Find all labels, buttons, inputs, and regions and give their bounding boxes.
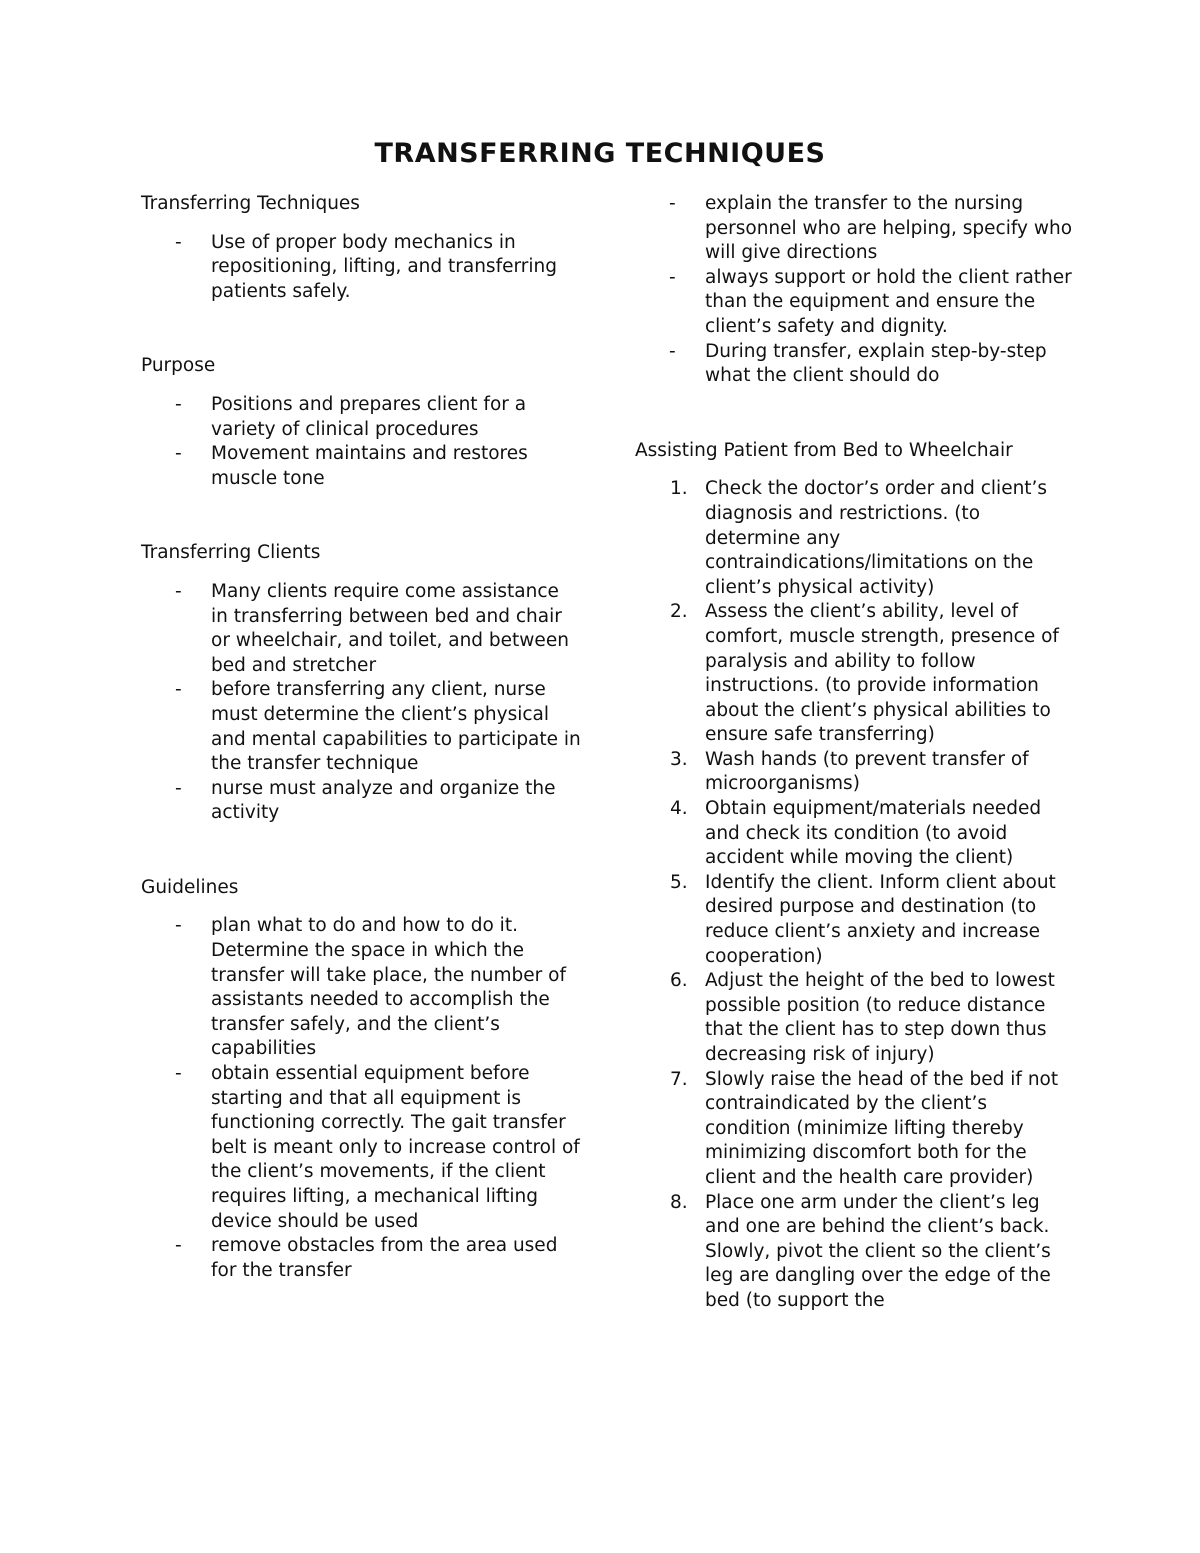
list-item <box>635 192 1075 266</box>
list-item-text: explain the transfer to the nursing personnel who are helping, specify who will give directions <box>705 193 1073 264</box>
step-item <box>635 969 1075 1067</box>
step-item <box>635 477 1075 600</box>
dash-marker: - <box>669 340 676 362</box>
list-item <box>141 442 581 491</box>
step-number: 1. <box>670 478 688 500</box>
section-heading-transferring-clients: Transferring Clients <box>141 542 321 564</box>
section-heading-guidelines: Guidelines <box>141 876 239 898</box>
step-item <box>635 748 1075 797</box>
list-item <box>141 393 581 442</box>
list-item <box>141 777 581 826</box>
dash-marker: - <box>175 231 182 253</box>
step-item <box>635 871 1075 969</box>
step-item <box>635 1191 1075 1314</box>
step-text: Identify the client. Inform client about desired purpose and destination (to reduce client’s anxiety and increase cooperation) <box>705 871 1056 967</box>
step-text: Adjust the height of the bed to lowest possible position (to reduce distance that the client has to step down thus decreasing risk of injury) <box>705 970 1055 1065</box>
list-item <box>141 580 581 678</box>
dash-marker: - <box>175 915 182 937</box>
step-number: 7. <box>670 1068 688 1090</box>
dash-marker: - <box>175 580 182 602</box>
list-item-text: plan what to do and how to do it. Determine the space in which the transfer will take place, the number of assistants needed to accomplish the transfer safely, and the client’s capabilities <box>211 915 566 1060</box>
step-text: Obtain equipment/materials needed and check its condition (to avoid accident while moving the client) <box>705 798 1042 869</box>
step-number: 3. <box>670 748 688 770</box>
page-title: TRANSFERRING TECHNIQUES <box>374 138 826 169</box>
section-heading-purpose: Purpose <box>141 355 216 377</box>
step-text: Check the doctor’s order and client’s diagnosis and restrictions. (to determine any contraindications/limitations on the client’s physical activity) <box>705 478 1048 598</box>
step-number: 8. <box>670 1191 688 1213</box>
list-item <box>141 1234 581 1283</box>
list-item-text: before transferring any client, nurse must determine the client’s physical and mental capabilities to participate in the transfer technique <box>211 679 581 775</box>
bullet-list <box>141 580 581 826</box>
list-item-text: remove obstacles from the area used for the transfer <box>211 1235 558 1281</box>
list-item-text: During transfer, explain step-by-step what the client should do <box>705 340 1047 387</box>
list-item <box>635 266 1075 340</box>
list-item-text: always support or hold the client rather than the equipment and ensure the client’s safety and dignity. <box>705 266 1072 337</box>
list-item <box>141 1062 581 1234</box>
bullet-list <box>141 393 581 491</box>
list-item-text: Use of proper body mechanics in repositioning, lifting, and transferring patients safely. <box>211 231 557 302</box>
dash-marker: - <box>175 777 182 799</box>
dash-marker: - <box>669 266 676 288</box>
dash-marker: - <box>669 193 676 214</box>
section-heading-transferring-techniques: Transferring Techniques <box>141 193 360 214</box>
step-text: Slowly raise the head of the bed if not contraindicated by the client’s condition (minimize lifting thereby minimizing discomfort both for the client and the health care provider) <box>705 1068 1059 1188</box>
bullet-list-continued <box>635 192 1075 389</box>
bullet-list <box>141 914 581 1283</box>
step-number: 4. <box>670 798 688 820</box>
list-item <box>141 914 581 1062</box>
list-item <box>141 231 581 305</box>
dash-marker: - <box>175 443 182 465</box>
list-item-text: obtain essential equipment before starting and that all equipment is functioning correctly. The gait transfer belt is meant only to increase control of the client’s movements, if the client requires lifting, a mechanical lifting device should be used <box>211 1063 580 1232</box>
step-item <box>635 1068 1075 1191</box>
bullet-list <box>141 231 581 305</box>
step-text: Place one arm under the client’s leg and one are behind the client’s back. Slowly, pivot the client so the client’s leg are dangling over the edge of the bed (to support the <box>705 1191 1051 1311</box>
step-number: 2. <box>670 601 688 623</box>
step-item <box>635 600 1075 748</box>
dash-marker: - <box>175 1235 182 1257</box>
step-number: 6. <box>670 970 688 992</box>
left-column <box>141 192 581 1283</box>
numbered-steps-list <box>635 477 1075 1313</box>
list-item-text: Positions and prepares client for a variety of clinical procedures <box>211 393 527 440</box>
list-item-text: Movement maintains and restores muscle tone <box>211 443 528 489</box>
list-item-text: Many clients require come assistance in transferring between bed and chair or wheelchair, and toilet, and between bed and stretcher <box>211 580 569 676</box>
dash-marker: - <box>175 1063 182 1085</box>
list-item-text: nurse must analyze and organize the activity <box>211 777 556 824</box>
section-heading-bed-to-wheelchair: Assisting Patient from Bed to Wheelchair <box>635 439 1013 461</box>
list-item <box>635 340 1075 389</box>
step-item <box>635 797 1075 871</box>
step-text: Assess the client’s ability, level of comfort, muscle strength, presence of paralysis and ability to follow instructions. (to provide information about the client’s physical abilities to ensure safe transferring) <box>705 601 1059 746</box>
step-number: 5. <box>670 871 688 893</box>
step-text: Wash hands (to prevent transfer of microorganisms) <box>705 748 1029 795</box>
right-column <box>635 192 1075 1314</box>
dash-marker: - <box>175 679 182 701</box>
list-item <box>141 678 581 776</box>
dash-marker: - <box>175 393 182 415</box>
